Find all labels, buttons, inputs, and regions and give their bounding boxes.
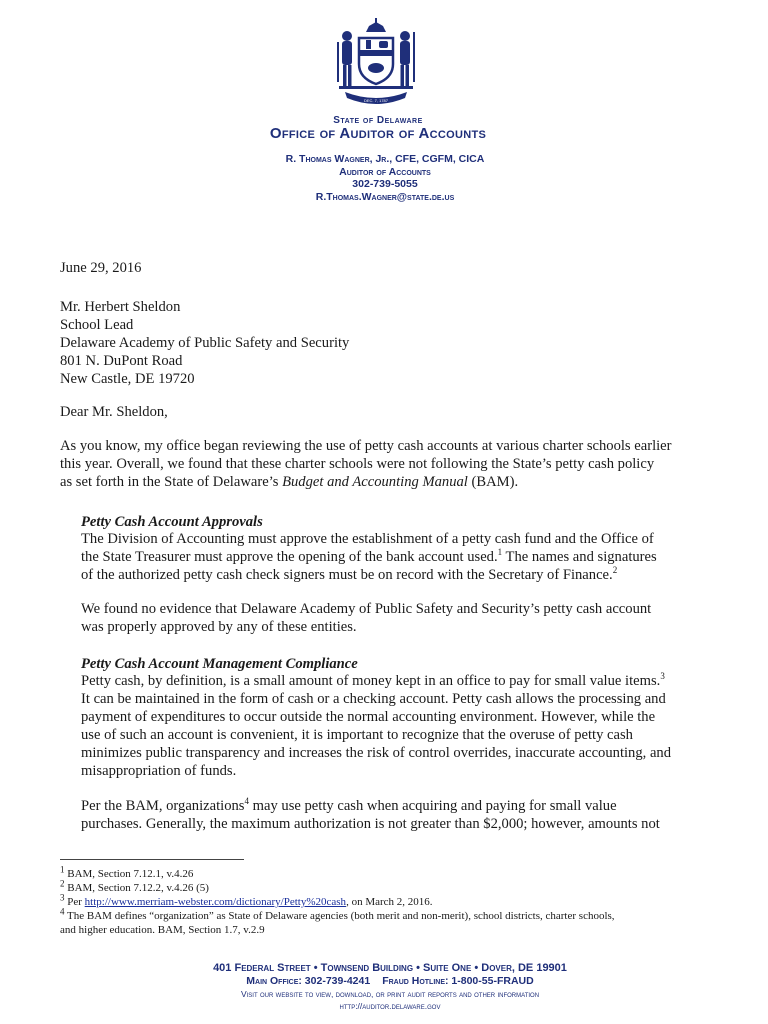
section1-line: of the authorized petty cash check signers must be on record with the Secretary of Finance.$^2$ (81, 565, 618, 583)
salutation: Dear Mr. Sheldon, (60, 404, 168, 420)
footer-visit-note: Visit our website to view, download, or print audit reports and other information (240, 989, 540, 999)
letter-date: June 29, 2016 (60, 260, 142, 276)
footnote-ref: 2 (612, 565, 618, 576)
merriam-webster-link[interactable]: http://www.merriam-webster.com/dictionary/Petty%20cash (84, 896, 347, 908)
recipient-street: 801 N. DuPont Road (60, 353, 183, 369)
letterhead-auditor-title: Auditor of Accounts (339, 166, 431, 178)
recipient-organization: Delaware Academy of Public Safety and Security (60, 335, 350, 351)
intro-line: this year. Overall, we found that these charter schools were not following the State’s petty cash policy (60, 456, 655, 472)
section-heading-management: Petty Cash Account Management Compliance (81, 656, 358, 672)
section2-line: Petty cash, by definition, is a small amount of money kept in an office to pay for small value items.$^3$ (81, 671, 665, 689)
manual-title: Budget and Accounting Manual (282, 474, 468, 490)
footnote-ref: 3 (660, 671, 665, 682)
footnote-divider (60, 859, 244, 860)
footnote-ref: 4 (244, 796, 249, 807)
footer-address: 401 Federal Street • Townsend Building • Suite One • Dover, DE 19901 (213, 962, 567, 974)
section-heading-approvals: Petty Cash Account Approvals (81, 514, 263, 530)
intro-line: as set forth in the State of Delaware’s Budget and Accounting Manual (BAM). (60, 474, 519, 490)
footer-contacts (6, 975, 768, 987)
section2-line: minimizes public transparency and increases the risk of control overrides, inaccurate accounting, and (81, 745, 672, 761)
footnote: and higher education. BAM, Section 1.7, v.2.9 (60, 924, 265, 936)
footnote: $^3$ Per http://www.merriam-webster.com/dictionary/Petty%20cash, on March 2, 2016. (60, 892, 433, 908)
letterhead-state: State of Delaware (333, 115, 423, 126)
letterhead-office: Office of Auditor of Accounts (269, 125, 487, 142)
footnote: $^1$ BAM, Section 7.12.1, v.4.26 (60, 864, 194, 880)
section2-para2-line: Per the BAM, organizations$^4$ may use petty cash when acquiring and paying for small value (81, 796, 617, 814)
section1-line: the State Treasurer must approve the opening of the bank account used.$^1$ The names and signatures (81, 547, 657, 565)
footnote: $^4$ The BAM defines “organization” as State of Delaware agencies (both merit and non-merit), school districts, charter schools, (60, 906, 615, 922)
section2-para2-line: purchases. Generally, the maximum authorization is not greater than $2,000; however, amounts not (81, 816, 660, 832)
footnote-ref: 1 (497, 547, 503, 558)
footer-fraud-hotline: Fraud Hotline: 1-800-55-FRAUD (382, 975, 534, 987)
recipient-name: Mr. Herbert Sheldon (60, 299, 181, 315)
intro-line: As you know, my office began reviewing the use of petty cash accounts at various charter schools earlier (60, 438, 672, 454)
recipient-title: School Lead (60, 317, 134, 333)
footnote: $^2$ BAM, Section 7.12.2, v.4.26 (5) (60, 878, 209, 894)
finding-line: We found no evidence that Delaware Academy of Public Safety and Security’s petty cash account (81, 601, 652, 617)
section1-line: The Division of Accounting must approve the establishment of a petty cash fund and the Office of (81, 531, 654, 547)
letterhead-email: R.Thomas.Wagner@state.de.us (315, 191, 455, 203)
footer-main-office: Main Office: 302-739-4241 (246, 975, 371, 987)
svg-text:DEC. 7, 1787: DEC. 7, 1787 (363, 98, 389, 103)
letterhead-auditor-name: R. Thomas Wagner, Jr., CFE, CGFM, CICA (285, 153, 485, 165)
section2-line: misappropriation of funds. (81, 763, 237, 779)
recipient-city: New Castle, DE 19720 (60, 371, 195, 387)
section2-line: payment of expenditures to occur outside the normal accounting environment. However, while the (81, 709, 656, 725)
section2-line: use of such an account is convenient, it is important to recognize that the overuse of petty cash (81, 727, 633, 743)
letterhead-phone: 302-739-5055 (352, 178, 418, 190)
finding-line: was properly approved by any of these entities. (81, 619, 357, 635)
section2-line: It can be maintained in the form of cash or a checking account. Petty cash allows the processing and (81, 691, 666, 707)
delaware-state-seal (333, 18, 419, 108)
footer-website-link[interactable]: http://auditor.delaware.gov (339, 1001, 441, 1011)
